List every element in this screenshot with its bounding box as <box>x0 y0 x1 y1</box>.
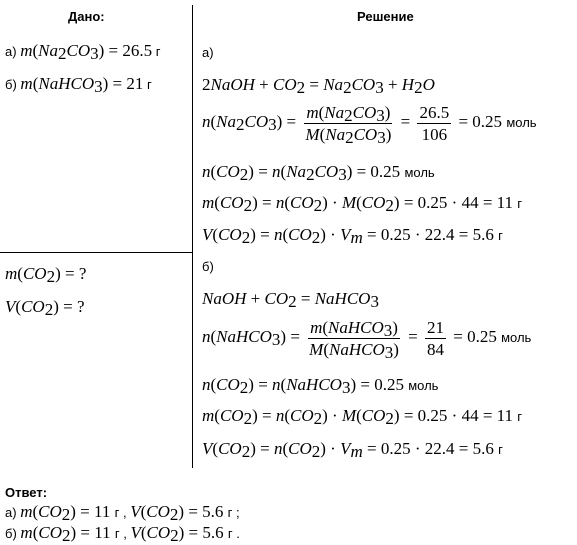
answer-line-a: а) $m(CO_2) = 11$ г , $V(CO_2) = 5.6$ г ; <box>5 502 240 524</box>
solution-heading: Решение <box>357 9 414 24</box>
find-mass-co2: $m(CO_2)$ = ? <box>5 264 87 286</box>
reaction-equation-b: NaOH + $CO_2$ = NaHCO$_3$ <box>202 289 379 311</box>
answer-heading: Ответ: <box>5 485 48 500</box>
find-volume-co2: $V(CO_2)$ = ? <box>5 297 85 319</box>
moles-nahco3-line: n(NaHCO$_3$) = $\frac{m(NaHCO_3)}{M(NaHCO_3)}$ = $\frac{21}{84}$ = 0.25 моль <box>202 318 532 362</box>
mass-co2-line-a: $m(CO_2) = n(CO_2) \cdot M(CO_2) = 0.25 \cdot 44 = 11$ г <box>202 193 523 215</box>
answer-line-b: б) $m(CO_2) = 11$ г , $V(CO_2) = 5.6$ г . <box>5 523 240 545</box>
given-line-a: а) $m(Na_2CO_3) = 26.5$ г <box>5 41 161 63</box>
volume-co2-line-b: $V(CO_2) = n(CO_2) \cdot V_m = 0.25 \cdot 22.4 = 5.6$ г <box>202 439 503 461</box>
moles-na2co3-line: $n(Na_2CO_3)$ = $\frac{m(Na_2CO_3)}{M(Na_2CO_3)}$ = $\frac{26.5}{106}$ = 0.25 моль <box>202 103 537 147</box>
reaction-equation-a: 2NaOH + $CO_2 = Na_2CO_3 + H_2O$ <box>202 75 435 97</box>
given-line-b: б) m(NaHCO$_3$) = 21 г <box>5 74 152 96</box>
given-heading: Дано: <box>68 9 105 24</box>
solution-part-b-label: б) <box>202 259 214 274</box>
given-find-divider <box>0 252 192 253</box>
solution-part-a-label: а) <box>202 45 214 60</box>
vertical-divider <box>192 5 193 468</box>
moles-co2-line-a: $n(CO_2) = n(Na_2CO_3) = 0.25$ моль <box>202 162 435 184</box>
moles-co2-line-b: $n(CO_2)$ = n(NaHCO$_3$) = 0.25 моль <box>202 375 439 397</box>
mass-co2-line-b: $m(CO_2) = n(CO_2) \cdot M(CO_2) = 0.25 \cdot 44 = 11$ г <box>202 406 523 428</box>
volume-co2-line-a: $V(CO_2) = n(CO_2) \cdot V_m = 0.25 \cdot 22.4 = 5.6$ г <box>202 225 503 247</box>
